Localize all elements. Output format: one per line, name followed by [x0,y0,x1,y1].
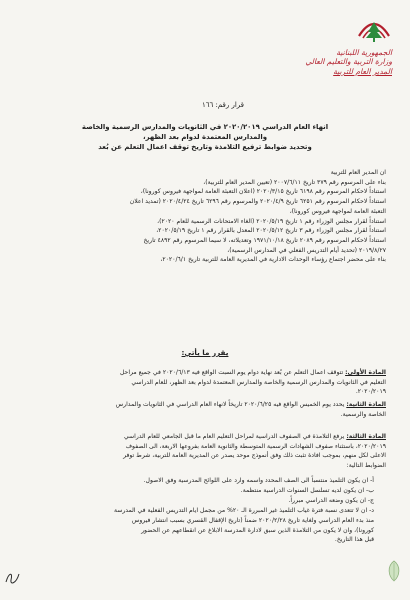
title-line-2: والمدارس المعتمدة لدوام بعد الظهر، [142,133,268,141]
article-line: ٢٠٢٠/٢٠١٩، باستثناء صفوف الشهادات الرسمية المتوسطة والثانوية العامة بفروعها الاربعة، الى الصفوف [125,442,386,450]
title-line-3: وتحديد ضوابط ترفيع التلامذة وتاريخ توقف اعمال التعلم عن بُعد [98,143,312,151]
article-3 [26,432,386,471]
article-1 [26,368,386,397]
condition-item: أ- ان يكون التلميذ منتسباً الى الصف المحدد واسمه وارد على اللوائح المدرسية وفق الاصول. [143,477,374,484]
condition-item: كورونا)، وان لا يكون من التلامذة الذين سبق لادارة المدرسة الابلاغ عن انقطاعهم عن الحضور [141,526,374,534]
preamble [26,168,386,265]
preamble-line: استناداً لقرار مجلس الوزراء رقم ٣ تاريخ ٢٠٢٠/٥/١٢ المعدل بالقرار رقم ١ تاريخ ٢٠٢٠/٥/١٩، [156,227,386,235]
condition-item: د- ان لا تتعدى نسبة فترة غياب التلميذ غير المبررة الـ ٢٠% من مجمل ايام التدريس الفعلية في المدرسة [113,506,374,514]
preamble-line: استناداً لاحكام المرسوم رقم ٦١٩٨ تاريخ ٢٠٢٠/٣/١٥ (اعلان التعبئة العامة لمواجهة فيروس كورونا)، [140,188,386,196]
title-line-1: انهاء العام الدراسي ٢٠٢٠/٢٠١٩ في الثانويات والمدارس الرسمية والخاصة [81,123,329,131]
preamble-line: ان المدير العام للتربية [330,169,386,176]
article-1-label: المادة الأولى: [345,369,386,376]
preamble-line: ٢٠١٩/٨/٢٧ (تحديد أيام التدريس الفعلي في المدارس الرسمية)، [227,246,386,254]
article-line: تتوقف اعمال التعلم عن بُعد نهاية دوام يوم السبت الواقع فيه ٢٠٢٠/٦/١٣ في جميع مراحل [119,369,344,376]
decides-heading: يقرر ما يأتي: [181,348,229,357]
article-line: الضوابط التالية: [346,462,386,470]
article-2-label: المادة الثانية: [346,401,386,408]
preamble-line: استناداً لاحكام المرسوم رقم ٢٠٨٩ تاريخ ١٩٧١/١٠/١٨ وتعديلاته، لا سيما المرسوم رقم ٤٨٩٢ تاريخ [143,236,386,244]
article-line: ٢٠٢٠/٢٠١٩. [355,388,386,396]
preamble-line: بناء على المرسوم رقم ٣٧٩ تاريخ ٢٠٠٧/٦/١١ (تعيين المدير العام للتربية)، [203,178,386,186]
article-3-label: المادة الثالثة: [346,433,386,440]
article-line: الاعلى لكل منهم، بموجب افادة تثبت ذلك وفق أنموذج موحد يصدر عن المديرية العامة للتربية، شرط توفر [123,452,386,460]
condition-item: قبل هذا التاريخ. [334,536,374,544]
initials-signature-icon [4,568,22,588]
article-line: التعليم في الثانويات والمدارس الرسمية والخاصة والمدارس المعتمدة لدوام بعد الظهر، للعام الدراسي [131,378,386,386]
article-line: يرفع التلامذة في الصفوف الدراسية لمراحل التعليم العام ما قبل الجامعي للعام الدراسي [123,433,345,440]
condition-item: ج- ان يكون وضعه الدراسي مبرراً. [288,496,374,504]
condition-item: ب- ان يكون لديه تسلسل السنوات الدراسية منتظمة. [240,486,374,494]
decision-number: قرار رقم: ١٦٦ [201,101,244,109]
letterhead-director: المدير العام للتربية [333,66,392,76]
letterhead-ministry: وزارة التربية والتعليم العالي [305,57,392,67]
preamble-line: استناداً لاحكام المرسوم رقم ٦٢٥١ تاريخ ٢٠٢٠/٤/٩ والمرسوم رقم ٦٢٩٦ تاريخ ٢٠٢٠/٤/٢٤ (تمديد اعلان [129,198,386,206]
letterhead-republic: الجمهورية اللبنانية [336,48,392,57]
article-line: الخاصة والرسمية. [340,410,386,418]
preamble-line: استناداً لقرار مجلس الوزراء رقم ١ تاريخ ٢٠٢٠/٥/١٩ (الغاء الامتحانات الرسمية للعام ٢٠٢٠)، [157,217,386,225]
preamble-line: التعبئة العامة لمواجهة فيروس كورونا)، [289,207,386,215]
preamble-line: بناء على محضر اجتماع رؤساء الوحدات الادارية في المديرية العامة للتربية تاريخ ٢٠٢٠/٦/١، [160,256,386,264]
ministry-logo-icon [355,14,393,44]
conditions-list [34,476,374,545]
article-line: يحدد يوم الخميس الواقع فيه ٢٠٢٠/٦/٢٥ تاريخاً لانهاء العام الدراسي في الثانويات والمدارس [115,401,345,408]
article-2 [26,400,386,419]
condition-item: منذ بدء العام الدراسي ولغاية تاريخ ٢٠٢٠/٢/٢٨ ضمناً (تاريخ الإقفال القسري بسبب انتشار فيروس [131,516,374,524]
leaf-icon [386,560,402,582]
letterhead [232,48,392,76]
